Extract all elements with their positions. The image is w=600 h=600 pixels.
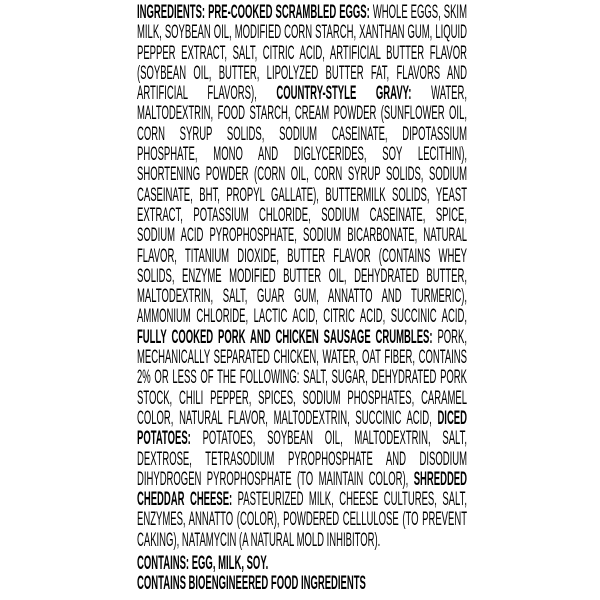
ingredients-label: [137, 3, 467, 595]
ingredients-paragraph: INGREDIENTS: PRE-COOKED SCRAMBLED EGGS: WHOLE EGGS, SKIM MILK, SOYBEAN OIL, MODIFIED CORN STARCH, XANTHAN GUM, LIQUID PEPPER EXTRACT, SALT, CITRIC ACID, ARTIFICIAL BUTTER FLAVOR (SOYBEAN OIL, BUTTER, LIPOLYZED BUTTER FAT, FLAVORS AND ARTIFICIAL FLAVORS), COUNTRY-STYLE GRAVY: WATER, MALTODEXTRIN, FOOD STARCH, CREAM POWDER (SUNFLOWER OIL, CORN SYRUP SOLIDS, SODIUM CASEINATE, DIPOTASSIUM PHOSPHATE, MONO AND DIGLYCERIDES, SOY LECITHIN), SHORTENING POWDER (CORN OIL, CORN SYRUP SOLIDS, SODIUM CASEINATE, BHT, PROPYL GALLATE), BUTTERMILK SOLIDS, YEAST EXTRACT, POTASSIUM CHLORIDE, SODIUM CASEINATE, SPICE, SODIUM ACID PYROPHOSPHATE, SODIUM BICARBONATE, NATURAL FLAVOR, TITANIUM DIOXIDE, BUTTER FLAVOR (CONTAINS WHEY SOLIDS, ENZYME MODIFIED BUTTER OIL, DEHYDRATED BUTTER, MALTODEXTRIN, SALT, GUAR GUM, ANNATTO AND TURMERIC), AMMONIUM CHLORIDE, LACTIC ACID, CITRIC ACID, SUCCINIC ACID, FULLY COOKED PORK AND CHICKEN SAUSAGE CRUMBLES: PORK, MECHANICALLY SEPARATED CHICKEN, WATER, OAT FIBER, CONTAINS 2% OR LESS OF THE FOLLOWING: SALT, SUGAR, DEHYDRATED PORK STOCK, CHILI PEPPER, SPICES, SODIUM PHOSPHATES, CARAMEL COLOR, NATURAL FLAVOR, MALTODEXTRIN, SUCCINIC ACID, DICED POTATOES: POTATOES, SOYBEAN OIL, MALTODEXTRIN, SALT, DEXTROSE, TETRASODIUM PYROPHOSPHATE AND DISODIUM DIHYDROGEN PYROPHOSPHATE (TO MAINTAIN COLOR), SHREDDED CHEDDAR CHEESE: PASTEURIZED MILK, CHEESE CULTURES, SALT, ENZYMES, ANNATTO (COLOR), POWDERED CELLULOSE (TO PREVENT CAKING), NATAMYCIN (A NATURAL MOLD INHIBITOR).: [137, 2, 467, 551]
allergen-statement: CONTAINS: EGG, MILK, SOY.: [137, 553, 269, 575]
bioengineered-statement: CONTAINS BIOENGINEERED FOOD INGREDIENTS: [137, 573, 366, 595]
